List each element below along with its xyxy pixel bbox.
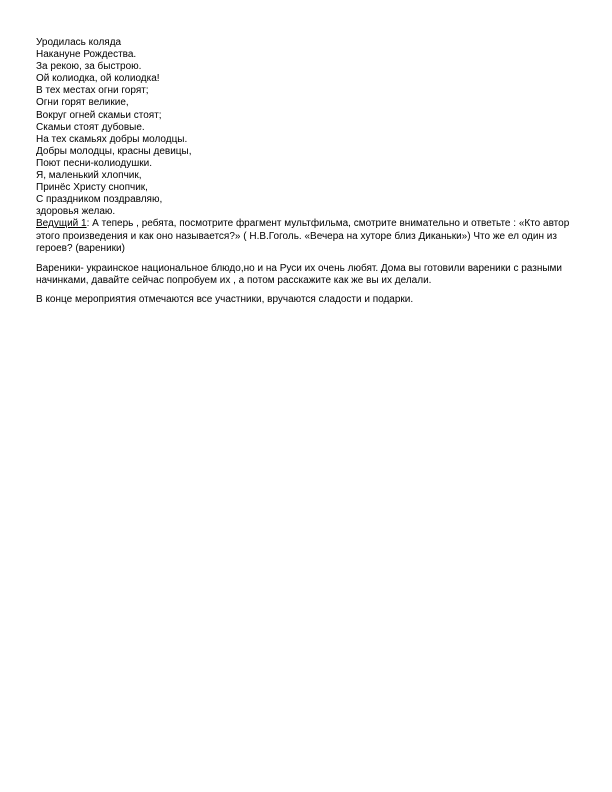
poem-line: Накануне Рождества. <box>36 49 137 61</box>
poem-line: здоровья желаю. <box>36 206 116 218</box>
speaker-label: Ведущий 1 <box>36 218 87 230</box>
poem-line: На тех скамьях добры молодцы. <box>36 133 188 145</box>
poem-line: Ой колиодка, ой колиодка! <box>36 73 160 85</box>
closing-paragraph: В конце мероприятия отмечаются все участники, вручаются сладости и подарки. <box>36 294 414 306</box>
host-question-text: : А теперь , ребята, посмотрите фрагмент мультфильма, смотрите внимательно и ответьте : «Кто автор этого произведения и как оно называется?» ( Н.В.Гоголь. «Вечера на хуторе близ Диканьки») Что же ел один из героев? (вареники) <box>36 218 570 255</box>
poem-line: В тех местах огни горят; <box>36 85 149 97</box>
poem <box>36 37 584 218</box>
poem-line: Уродилась коляда <box>36 37 122 48</box>
poem-line: Принёс Христу снопчик, <box>36 182 148 194</box>
poem-line: Добры молодцы, красны девицы, <box>36 145 192 157</box>
poem-line: Скамьи стоят дубовые. <box>36 121 145 133</box>
poem-line: Поют песни-колиодушки. <box>36 157 152 169</box>
host-question-paragraph <box>36 218 584 255</box>
poem-line: Я, маленький хлопчик, <box>36 170 142 182</box>
poem-line: Огни горят великие, <box>36 97 129 109</box>
vareniki-paragraph: Вареники- украинское национальное блюдо,но и на Руси их очень любят. Дома вы готовили вареники с разными начинками, давайте сейчас попробуем их , а потом расскажите как же вы их делали. <box>36 262 563 287</box>
poem-line: Вокруг огней скамьи стоят; <box>36 109 162 121</box>
poem-line: За рекою, за быстрою. <box>36 61 142 73</box>
document-page <box>36 37 584 307</box>
poem-line: С праздником поздравляю, <box>36 194 163 206</box>
